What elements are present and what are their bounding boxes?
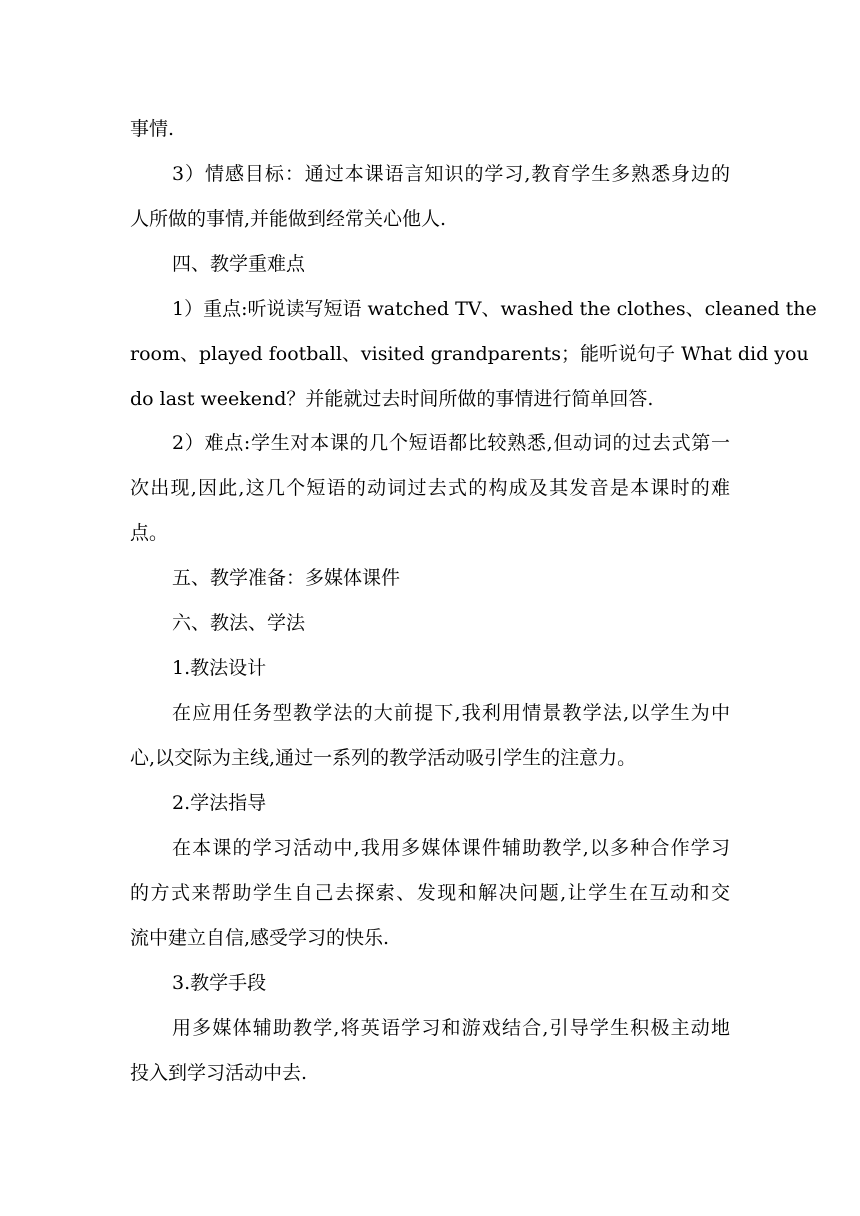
text-line: 投入到学习活动中去. bbox=[130, 1062, 308, 1084]
text-line: 在本课的学习活动中,我用多媒体课件辅助教学,以多种合作学习 bbox=[172, 837, 730, 859]
section-heading: 四、教学重难点 bbox=[172, 253, 306, 275]
subsection-heading: 2.学法指导 bbox=[172, 792, 267, 814]
text-line: 点。 bbox=[130, 522, 169, 544]
text-line: 在应用任务型教学法的大前提下,我利用情景教学法,以学生为中 bbox=[172, 702, 730, 724]
text-line: 人所做的事情,并能做到经常关心他人. bbox=[130, 208, 447, 230]
text-line: 1）重点:听说读写短语 watched TV、washed the clothes、cleaned the bbox=[172, 298, 817, 320]
subsection-heading: 1.教法设计 bbox=[172, 657, 267, 679]
text-line: 次出现,因此,这几个短语的动词过去式的构成及其发音是本课时的难 bbox=[130, 477, 730, 499]
text-line: 心,以交际为主线,通过一系列的教学活动吸引学生的注意力。 bbox=[130, 747, 637, 769]
text-line: 3）情感目标：通过本课语言知识的学习,教育学生多熟悉身边的 bbox=[172, 163, 730, 185]
text-line: 的方式来帮助学生自己去探索、发现和解决问题,让学生在互动和交 bbox=[130, 882, 730, 904]
text-line: 流中建立自信,感受学习的快乐. bbox=[130, 927, 390, 949]
text-line: 用多媒体辅助教学,将英语学习和游戏结合,引导学生积极主动地 bbox=[172, 1017, 730, 1039]
section-heading: 六、教法、学法 bbox=[172, 612, 306, 634]
text-line: room、played football、visited grandparents；能听说句子 What did you bbox=[130, 343, 809, 365]
subsection-heading: 3.教学手段 bbox=[172, 972, 267, 994]
text-line: do last weekend？并能就过去时间所做的事情进行简单回答. bbox=[130, 388, 654, 410]
section-heading: 五、教学准备：多媒体课件 bbox=[172, 567, 401, 589]
text-line: 事情. bbox=[130, 118, 175, 140]
text-line: 2）难点:学生对本课的几个短语都比较熟悉,但动词的过去式第一 bbox=[172, 432, 730, 454]
